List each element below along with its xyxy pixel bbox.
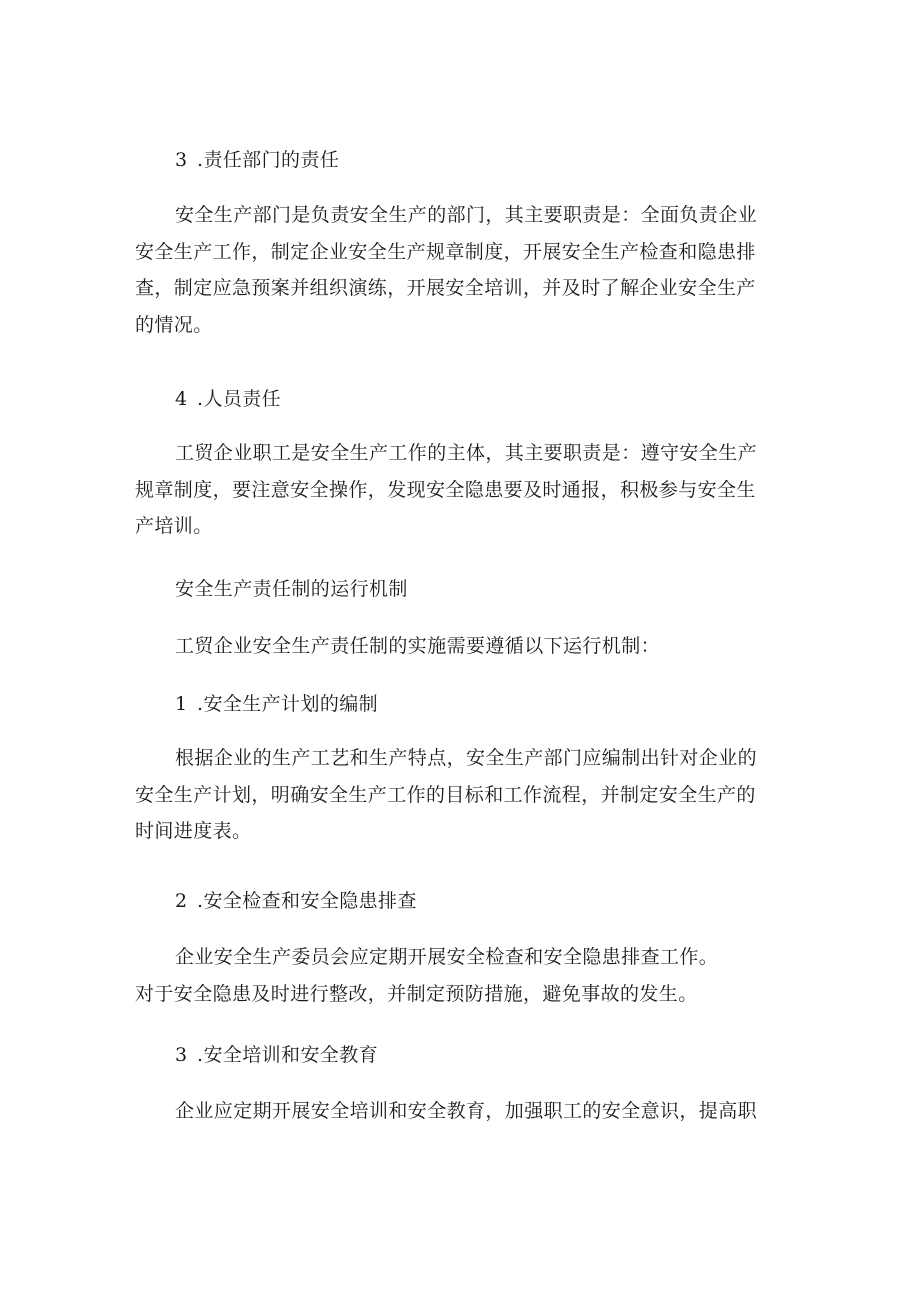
heading-number: 3 <box>175 149 188 171</box>
paragraph-line: 根据企业的生产工艺和生产特点，安全生产部门应编制出针对企业的 <box>175 747 758 769</box>
paragraph <box>135 939 785 1012</box>
paragraph-line: 对于安全隐患及时进行整改，并制定预防措施，避免事故的发生。 <box>135 982 698 1005</box>
mechanism-intro: 工贸企业安全生产责任制的实施需要遵循以下运行机制： <box>175 635 661 657</box>
paragraph-line: 时间进度表。 <box>135 820 252 843</box>
section-heading <box>135 381 785 418</box>
paragraph-line: 安全生产部门是负责安全生产的部门，其主要职责是：全面负责企业 <box>175 204 758 226</box>
paragraph-line: 安全生产工作，制定企业安全生产规章制度，开展安全生产检查和隐患排 <box>135 240 756 263</box>
heading-text: .安全培训和安全教育 <box>197 1044 379 1066</box>
heading-number: 3 <box>175 1044 188 1066</box>
heading-text: .安全生产计划的编制 <box>197 693 379 715</box>
paragraph <box>135 1093 785 1130</box>
paragraph <box>135 435 785 545</box>
heading-text: .安全检查和安全隐患排查 <box>197 890 417 912</box>
paragraph-line: 安全生产计划，明确安全生产工作的目标和工作流程，并制定安全生产的 <box>135 783 756 806</box>
paragraph-line: 规章制度，要注意安全操作，发现安全隐患要及时通报，积极参与安全生 <box>135 478 756 501</box>
paragraph-line: 工贸企业职工是安全生产工作的主体，其主要职责是：遵守安全生产 <box>175 442 758 464</box>
item-heading <box>135 1037 785 1074</box>
paragraph-line: 查，制定应急预案并组织演练，开展安全培训，并及时了解企业安全生产 <box>135 277 756 300</box>
paragraph <box>135 197 785 343</box>
paragraph <box>135 740 785 850</box>
item-heading <box>135 686 785 723</box>
heading-text: .责任部门的责任 <box>197 149 340 171</box>
paragraph-line: 企业应定期开展安全培训和安全教育，加强职工的安全意识，提高职 <box>175 1100 758 1122</box>
section-heading <box>135 142 785 179</box>
heading-number: 1 <box>175 693 188 715</box>
heading-number: 2 <box>175 890 188 912</box>
paragraph-line: 的情况。 <box>135 313 213 336</box>
heading-text: .人员责任 <box>197 388 282 410</box>
paragraph-line: 产培训。 <box>135 515 213 538</box>
paragraph-line: 企业安全生产委员会应定期开展安全检查和安全隐患排查工作。 <box>175 946 719 968</box>
item-heading <box>135 883 785 920</box>
heading-number: 4 <box>175 388 188 410</box>
mechanism-title: 安全生产责任制的运行机制 <box>175 578 408 600</box>
